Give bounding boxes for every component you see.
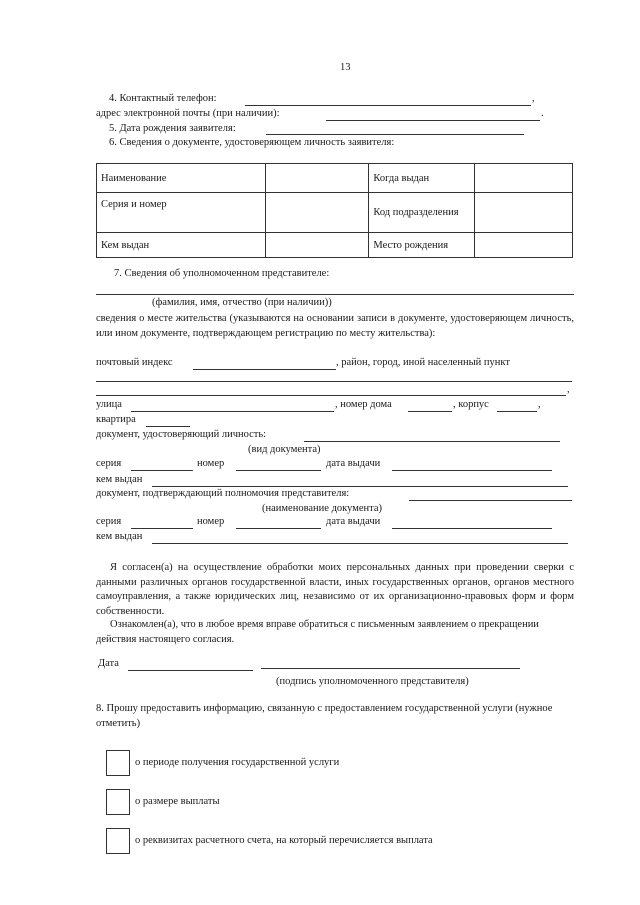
id-series-field[interactable] — [131, 470, 193, 471]
auth-issue-date-field[interactable] — [392, 528, 552, 529]
auth-doc-name-field[interactable] — [409, 500, 572, 501]
consent-paragraph: Я согласен(а) на осуществление обработки моих персональных данных при проведении сверки с данными различных органов государственной власти, иных государственных органов, органов местного самоуправления, а также юридических лиц, независимо от их организационно-правовых форм и форм собственности. — [96, 562, 574, 617]
birth-date-field[interactable] — [266, 134, 524, 135]
cell-division-code-label: Код подразделения — [369, 193, 475, 233]
cell-issue-date-value[interactable] — [475, 164, 573, 193]
flat-label: квартира — [96, 414, 136, 425]
option-account-label: о реквизитах расчетного счета, на который перечисляется выплата — [135, 835, 433, 846]
auth-number-field[interactable] — [236, 528, 321, 529]
cell-birthplace-value[interactable] — [475, 233, 573, 258]
signature-caption: (подпись уполномоченного представителя) — [276, 676, 469, 687]
cell-series-number-value[interactable] — [265, 193, 369, 233]
cell-issued-by-value[interactable] — [265, 233, 369, 258]
phone-comma: , — [532, 93, 535, 104]
residence-text: сведения о месте жительства (указываются на основании записи в документе, удостоверяющем личность, или ином документе, подтверждающем регистрацию по месту жительства): — [96, 313, 574, 339]
id-issued-by-field[interactable] — [152, 486, 568, 487]
id-doc-caption: (вид документа) — [248, 444, 321, 455]
cell-name-label: Наименование — [97, 164, 266, 193]
option-period-checkbox[interactable] — [106, 750, 130, 776]
cell-series-number-label: Серия и номер — [97, 193, 266, 233]
option-period-label: о периоде получения государственной услуги — [135, 757, 340, 768]
page-number: 13 — [340, 62, 351, 73]
info-request-label: 8. Прошу предоставить информацию, связанную с предоставлением государственной услуги (нужное отметить) — [96, 703, 553, 729]
auth-issued-by-label: кем выдан — [96, 531, 143, 542]
date-field[interactable] — [128, 670, 253, 671]
email-field[interactable] — [326, 120, 540, 121]
cell-name-value[interactable] — [265, 164, 369, 193]
settlement-label: , район, город, иной населенный пункт — [336, 357, 510, 368]
auth-number-label: номер — [197, 516, 225, 527]
id-series-label: серия — [96, 458, 122, 469]
house-label: , номер дома — [335, 399, 392, 410]
building-comma: , — [538, 399, 541, 410]
signature-field[interactable] — [261, 668, 520, 669]
postal-code-field[interactable] — [193, 369, 336, 370]
street-field[interactable] — [131, 411, 334, 412]
id-document-table — [96, 163, 573, 258]
auth-series-label: серия — [96, 516, 122, 527]
phone-field[interactable] — [245, 105, 531, 106]
auth-doc-label: документ, подтверждающий полномочия представителя: — [96, 488, 350, 499]
date-label: Дата — [98, 658, 119, 669]
id-number-label: номер — [197, 458, 225, 469]
id-doc-label: документ, удостоверяющий личность: — [96, 429, 267, 440]
street-label: улица — [96, 399, 122, 410]
option-account-checkbox[interactable] — [106, 828, 130, 854]
auth-issued-by-field[interactable] — [152, 543, 568, 544]
postal-code-label: почтовый индекс — [96, 357, 173, 368]
fio-caption: (фамилия, имя, отчество (при наличии)) — [152, 297, 332, 308]
option-amount-label: о размере выплаты — [135, 796, 220, 807]
representative-section-label: 7. Сведения об уполномоченном представителе: — [114, 268, 330, 279]
cell-issued-by-label: Кем выдан — [97, 233, 266, 258]
id-issue-date-label: дата выдачи — [326, 458, 381, 469]
settlement-field-line-1[interactable] — [96, 381, 572, 382]
id-doc-section-label: 6. Сведения о документе, удостоверяющем личность заявителя: — [109, 137, 395, 148]
id-doc-type-field[interactable] — [304, 441, 560, 442]
id-issue-date-field[interactable] — [392, 470, 552, 471]
option-amount-checkbox[interactable] — [106, 789, 130, 815]
settlement-comma: , — [567, 384, 570, 395]
auth-series-field[interactable] — [131, 528, 193, 529]
auth-issue-date-label: дата выдачи — [326, 516, 381, 527]
email-label: адрес электронной почты (при наличии): — [96, 108, 280, 119]
phone-label: 4. Контактный телефон: — [109, 93, 217, 104]
building-field[interactable] — [497, 411, 537, 412]
cell-division-code-value[interactable] — [475, 193, 573, 233]
representative-fio-field[interactable] — [96, 294, 574, 295]
birth-date-label: 5. Дата рождения заявителя: — [109, 123, 236, 134]
house-field[interactable] — [408, 411, 452, 412]
cell-issue-date-label: Когда выдан — [369, 164, 475, 193]
email-period: . — [541, 108, 544, 119]
acknowledgement-paragraph: Ознакомлен(а), что в любое время вправе обратиться с письменным заявлением о прекращении действия настоящего согласия. — [96, 619, 539, 645]
id-issued-by-label: кем выдан — [96, 474, 143, 485]
cell-birthplace-label: Место рождения — [369, 233, 475, 258]
flat-field[interactable] — [146, 426, 190, 427]
settlement-field-line-2[interactable] — [96, 395, 566, 396]
auth-doc-caption: (наименование документа) — [262, 503, 383, 514]
building-label: , корпус — [453, 399, 489, 410]
id-number-field[interactable] — [236, 470, 321, 471]
